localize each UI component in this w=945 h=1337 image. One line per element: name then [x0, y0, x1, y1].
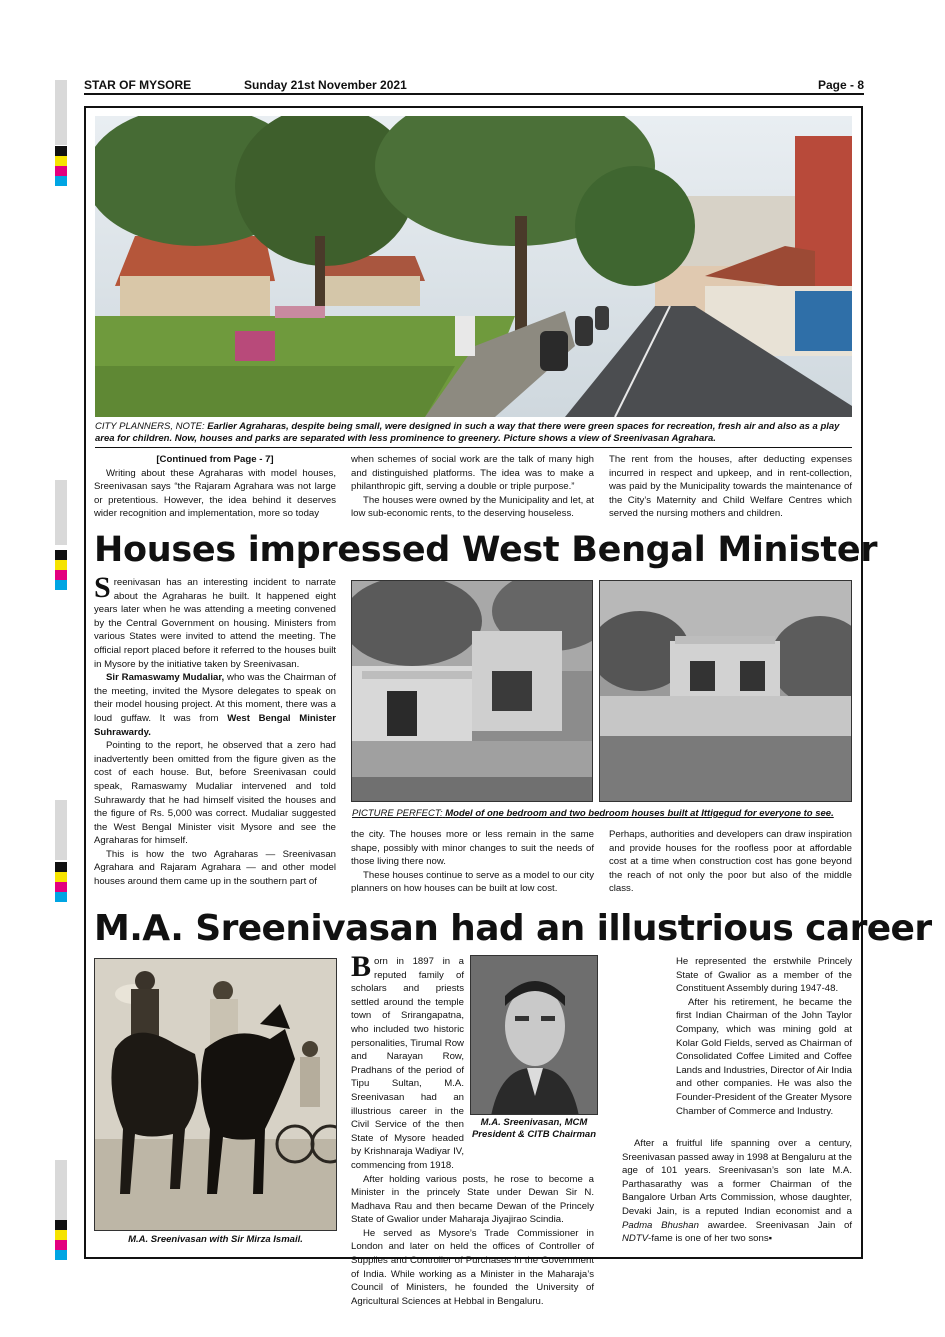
article2-col1-p3: He served as Mysore’s Trade Commissioner in London and later on held the offices of Controller of Supplies and Controller of Purchases in the Government of India. While working as a Minister in the Maharaja’s Council of Ministers, he founded the University of Agricultural Sciences at Hebbal in Bengaluru.: [351, 1227, 594, 1307]
article1-p4: This is how the two Agraharas — Sreenivasan Agrahara and Rajaram Agrahara — and other model houses around them came up in the southern part of: [94, 848, 336, 888]
registration-swatch-cyan: [55, 176, 67, 186]
agrahara-street-photo: [95, 116, 852, 417]
caption-lead: CITY PLANNERS, NOTE:: [95, 421, 205, 432]
top-photo-caption: [95, 421, 852, 445]
registration-swatch-black: [55, 550, 67, 560]
article1-photo-caption: PICTURE PERFECT: Model of one bedroom and two bedroom houses built at Ittigegud for everyone to see.: [352, 808, 834, 819]
horse-photo-caption: M.A. Sreenivasan with Sir Mirza Ismail.: [128, 1234, 303, 1245]
header-rule: [84, 93, 864, 95]
registration-swatch-yellow: [55, 156, 67, 166]
issue-date: Sunday 21st November 2021: [244, 78, 407, 92]
registration-bar-bottom: [55, 1160, 67, 1220]
continued-column-3: [609, 453, 852, 521]
portrait-block: [470, 955, 598, 1159]
registration-swatch-yellow: [55, 1230, 67, 1240]
article2-dropcap: B: [351, 950, 372, 983]
registration-bar-lower: [55, 800, 67, 860]
continued-col3-text: The rent from the houses, after deducting expenses incurred in respect and upkeep, and in rent-collection, was paid by the Municipality towards the maintenance of the City’s Maternity and Child Welfare Centres which served the nursing mothers and children.: [609, 454, 852, 520]
registration-bar-top: [55, 80, 67, 145]
page-number: Page - 8: [817, 78, 864, 92]
article1-p2: Sir Ramaswamy Mudaliar, who was the Chairman of the meeting, invited the Mysore delegates to speak on their model housing project. At this moment, there was a loud guffaw. It was from West Bengal Minister Suhrawardy.: [94, 672, 336, 738]
registration-swatch-cyan: [55, 580, 67, 590]
article2-column-2b: [622, 1137, 852, 1246]
end-mark: ▪: [768, 1233, 773, 1245]
article2-headline: M.A. Sreenivasan had an illustrious career: [94, 908, 932, 949]
article2-col2-p1: He represented the erstwhile Princely State of Gwalior as a member of the Constituent Assembly during 1947-48.: [676, 956, 852, 995]
article2-column-1: [351, 950, 597, 1308]
registration-swatch-black: [55, 146, 67, 156]
continued-column-2: [351, 453, 594, 521]
registration-swatch-magenta: [55, 1240, 67, 1250]
continued-label: [Continued from Page - 7]: [156, 454, 274, 465]
registration-swatch-yellow: [55, 560, 67, 570]
caption-text: Earlier Agraharas, despite being small, were designed in such a way that there were green spaces for recreation, fresh air and also as a play area for children. Now, houses and parks are separated with less prominence to greenery. Picture shows a view of Sreenivasan Agrahara.: [95, 421, 840, 444]
portrait-caption: M.A. Sreenivasan, MCM President & CITB Chairman: [471, 1117, 597, 1140]
horse-riders-photo: [94, 958, 337, 1231]
article1-column-3: [609, 828, 852, 896]
article1-dropcap: S: [94, 571, 111, 604]
article2-col2-p3: After a fruitful life spanning over a century, Sreenivasan passed away in 1998 at Bengaluru at the age of 101 years. Sreenivasan’s son late M.A. Parthasarathy was a former Chairman of the Bangalore Urban Arts Commission, whose daughter, Devaki Jain, is a reputed Indian economist and a Padma Bhushan awardee. Sreenivasan Jain of NDTV-fame is one of her two sons▪: [622, 1138, 852, 1245]
continued-col1-text: Writing about these Agraharas with model houses, Sreenivasan says “the Rajaram Agrahara was not large or pretentious. However, the idea behind it deserves wider recognition and implementation, more so today: [94, 467, 336, 520]
registration-swatch-black: [55, 862, 67, 872]
publication-name: STAR OF MYSORE: [84, 78, 192, 92]
two-bedroom-house-photo: [599, 580, 852, 802]
registration-swatch-cyan: [55, 1250, 67, 1260]
article1-col3-text: Perhaps, authorities and developers can draw inspiration and provide houses for the roofless poor at affordable cost at a time when construction cost has gone beyond the reach of not only the poor but also of the middle class.: [609, 829, 852, 895]
article2-col2-p2: After his retirement, he became the first Indian Chairman of the John Taylor Company, which was mining gold at Kolar Gold Fields, served as Chairman of Consolidated Coffee Limited and Coffee Lands and Industries, Director of Air India and other companies. He was also the Founder-President of the Greater Mysore Chamber of Commerce and Industry.: [676, 996, 852, 1117]
sreenivasan-portrait: [470, 955, 598, 1115]
article1-p3: Pointing to the report, he observed that a zero had inadvertently been omitted from the figure given as the cost of each house. But, before Sreenivasan could speak, Ramaswamy Mudaliar intervened and told Suhrawardy that he had himself visited the houses and the figure of Rs. 5,000 was correct. Mudaliar suggested the West Bengal Minister visit Mysore and see the Agraharas for himself.: [94, 740, 336, 847]
caption-rule: [95, 447, 852, 448]
continued-column-1: [94, 453, 336, 521]
registration-swatch-magenta: [55, 882, 67, 892]
registration-swatch-yellow: [55, 872, 67, 882]
registration-swatch-magenta: [55, 166, 67, 176]
one-bedroom-house-photo: [351, 580, 593, 802]
page-header: [84, 78, 864, 92]
article2-column-2: [676, 955, 852, 1118]
article1-headline: Houses impressed West Bengal Minister: [94, 530, 878, 570]
article2-col1-p2: After holding various posts, he rose to become a Minister in the princely State under Dewan Sir N. Madhava Rau and then became Dewan of the Princely State of Gwalior under Maharaja Jiyajirao Scindia.: [351, 1173, 594, 1226]
article2-col1-p1: Born in 1897 in a reputed family of scholars and priests settled around the temple town of Srirangapatna, who included two historic personalities, Tirumal Row and Narayan Row, Pradhans of the period of Tipu Sultan, M.A. Sreenivasan had an illustrious career in the Civil Service of the then State of Mysore headed by Krishnaraja Wadiyar IV, commencing from 1918.: [351, 950, 464, 1171]
article1-col2-p1: the city. The houses more or less remain in the same shape, possibly with minor changes to suit the needs of those living there now.: [351, 829, 594, 868]
article1-column-2: [351, 828, 594, 896]
article1-column-1: [94, 571, 336, 889]
registration-swatch-black: [55, 1220, 67, 1230]
article1-p1: Sreenivasan has an interesting incident to narrate about the Agraharas he built. It happened eight years later when he was attending a meeting convened by the Central Government on housing. Ministers from various States were invited to attend the meeting. The official report placed before it referred to the houses built in Mysore by the initiative taken by Sreenivasan.: [94, 571, 336, 670]
article1-col2-p2: These houses continue to serve as a model to our city planners on how houses can be built at low cost.: [351, 869, 594, 895]
continued-col2-p1: when schemes of social work are the talk of many high and distinguished platforms. The idea was to make a philanthropic gift, serving a double or triple purpose.”: [351, 454, 594, 493]
registration-bar-mid: [55, 480, 67, 545]
continued-col2-p2: The houses were owned by the Municipality and let, at low sub-economic rents, to the deserving houseless.: [351, 494, 594, 520]
registration-swatch-cyan: [55, 892, 67, 902]
registration-swatch-magenta: [55, 570, 67, 580]
